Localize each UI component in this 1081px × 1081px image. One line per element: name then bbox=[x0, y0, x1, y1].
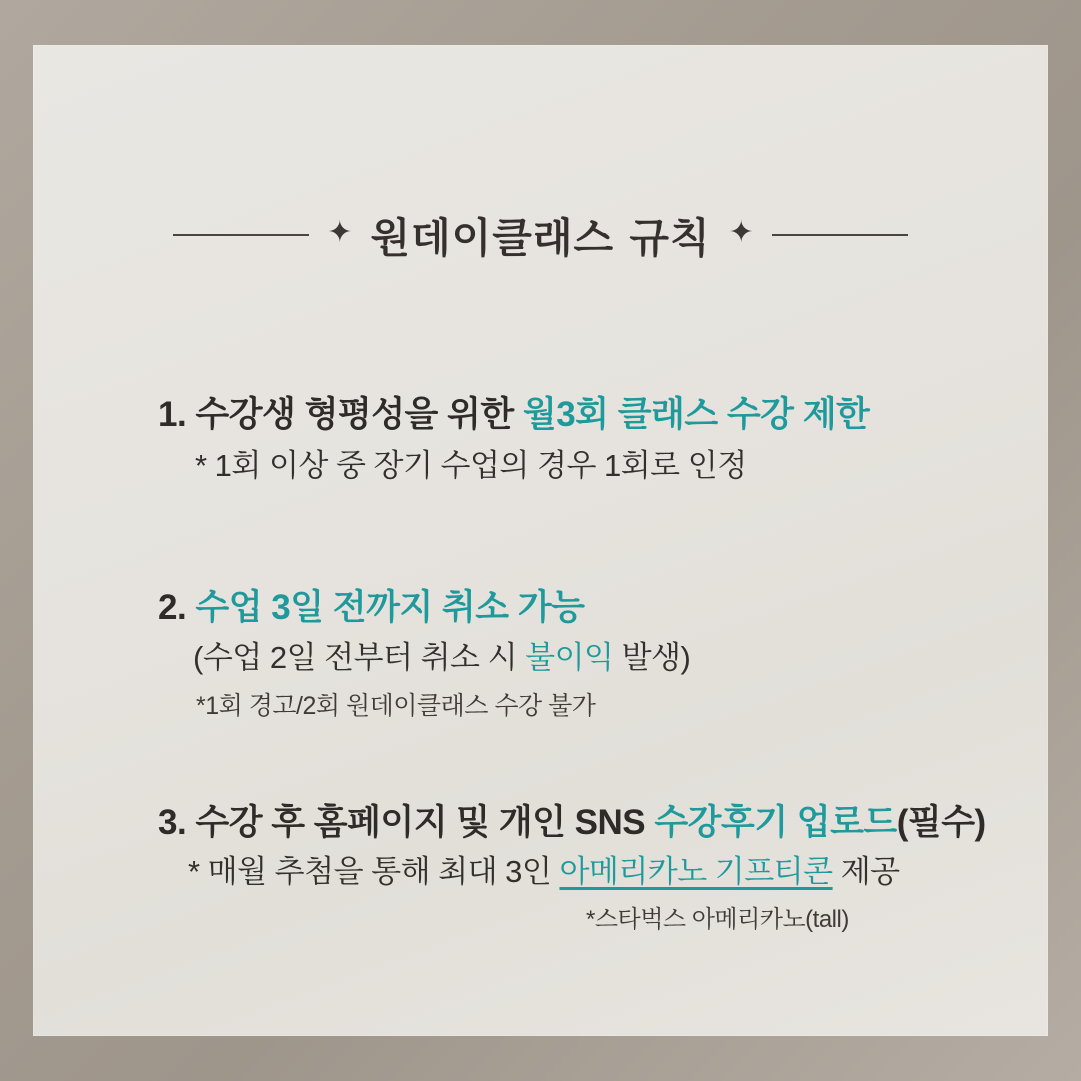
rule-2-main-accent: 수업 3일 전까지 취소 가능 bbox=[186, 588, 585, 627]
rule-2-sub-prefix: (수업 2일 전부터 취소 시 bbox=[193, 640, 526, 675]
rule-1-main-prefix: 수강생 형평성을 위한 bbox=[186, 395, 523, 434]
rule-3-sub-suffix: 제공 bbox=[832, 854, 900, 889]
rule-1-sub: * 1회 이상 중 장기 수업의 경우 1회로 인정 bbox=[195, 448, 747, 483]
page-title bbox=[33, 205, 1048, 264]
title-divider-right bbox=[772, 234, 908, 236]
title-text: 원데이클래스 규칙 bbox=[370, 214, 711, 262]
rule-3-sub-accent: 아메리카노 기프티콘 bbox=[559, 854, 833, 889]
rule-3-main bbox=[158, 795, 986, 845]
rule-1-main bbox=[158, 387, 869, 437]
sparkle-icon-right: ✦ bbox=[728, 215, 754, 249]
rule-2-sub bbox=[193, 632, 690, 677]
rule-3-sub-prefix: * 매월 추첨을 통해 최대 3인 bbox=[188, 854, 560, 889]
rule-2-number: 2. bbox=[158, 588, 187, 627]
rule-3-number: 3. bbox=[158, 803, 187, 842]
poster-card bbox=[33, 45, 1048, 1036]
sparkle-icon-left: ✦ bbox=[327, 215, 353, 249]
rule-2-sub-suffix: 발생) bbox=[613, 640, 691, 675]
rule-3-note: *스타벅스 아메리카노(tall) bbox=[586, 906, 849, 933]
rule-3-main-prefix: 수강 후 홈페이지 및 개인 SNS bbox=[186, 803, 655, 842]
rule-1-number: 1. bbox=[158, 395, 187, 434]
rule-1-main-accent: 월3회 클래스 수강 제한 bbox=[522, 395, 870, 434]
rule-3-main-accent: 수강후기 업로드 bbox=[654, 803, 897, 842]
rule-2-main bbox=[158, 580, 584, 630]
rule-3-sub bbox=[188, 846, 900, 891]
rule-2-note: *1회 경고/2회 원데이클래스 수강 불가 bbox=[196, 692, 596, 720]
title-divider-left bbox=[173, 234, 309, 236]
rule-3-main-suffix: (필수) bbox=[896, 803, 986, 842]
rule-2-sub-accent: 불이익 bbox=[525, 640, 614, 675]
